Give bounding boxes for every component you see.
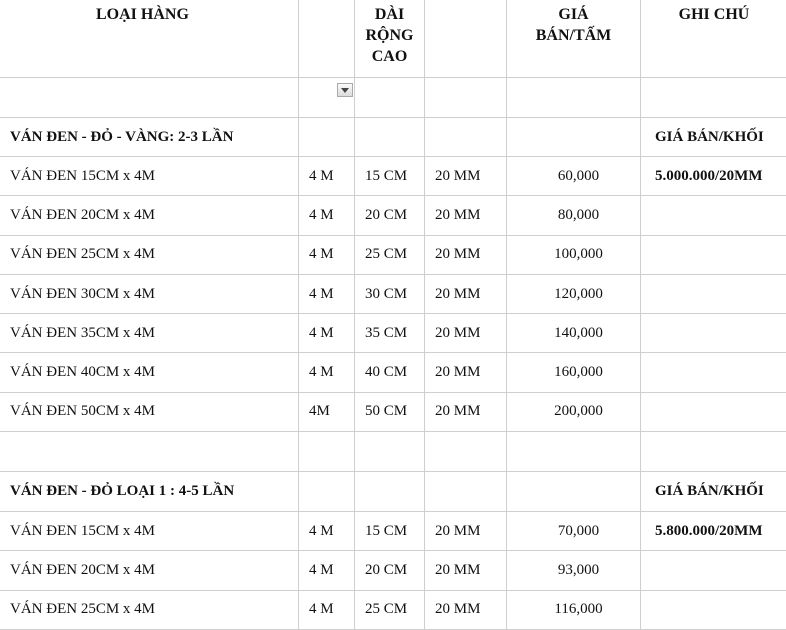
width-cell: 40 CM (355, 353, 425, 392)
empty-cell (507, 118, 641, 157)
price-cell: 80,000 (507, 196, 641, 235)
product-name: VÁN ĐEN 30CM x 4M (0, 274, 299, 313)
table-row (0, 157, 786, 196)
width-cell: 25 CM (355, 590, 425, 629)
product-name: VÁN ĐEN 20CM x 4M (0, 551, 299, 590)
price-cell: 70,000 (507, 512, 641, 551)
product-name: VÁN ĐEN 15CM x 4M (0, 157, 299, 196)
product-name: VÁN ĐEN 25CM x 4M (0, 235, 299, 274)
empty-cell (425, 432, 507, 472)
empty-cell (425, 78, 507, 118)
note-cell (641, 353, 786, 392)
empty-cell (299, 118, 355, 157)
note-cell (641, 551, 786, 590)
empty-cell (507, 432, 641, 472)
thickness-cell: 20 MM (425, 551, 507, 590)
length-cell: 4 M (299, 551, 355, 590)
thickness-cell: 20 MM (425, 392, 507, 431)
table-row (0, 196, 786, 235)
table-row (0, 353, 786, 392)
length-cell: 4 M (299, 196, 355, 235)
note-cell (641, 196, 786, 235)
table-row (0, 551, 786, 590)
table-row (0, 314, 786, 353)
section-title: VÁN ĐEN - ĐỎ LOẠI 1 : 4-5 LẦN (0, 472, 299, 512)
length-cell: 4 M (299, 314, 355, 353)
empty-cell (299, 472, 355, 512)
thickness-cell: 20 MM (425, 274, 507, 313)
thickness-cell: 20 MM (425, 235, 507, 274)
header-product: LOẠI HÀNG (0, 0, 299, 78)
thickness-cell: 20 MM (425, 353, 507, 392)
header-price-line1: GIÁ (507, 4, 640, 25)
empty-cell (641, 432, 786, 472)
header-dim-height: CAO (355, 46, 424, 67)
filter-cell (299, 78, 355, 118)
width-cell: 25 CM (355, 235, 425, 274)
empty-cell (355, 78, 425, 118)
product-name: VÁN ĐEN 15CM x 4M (0, 512, 299, 551)
thickness-cell: 20 MM (425, 314, 507, 353)
empty-cell (355, 432, 425, 472)
table-row (0, 392, 786, 431)
header-note: GHI CHÚ (641, 0, 786, 78)
width-cell: 20 CM (355, 551, 425, 590)
header-dims (355, 0, 425, 78)
table-row (0, 590, 786, 629)
note-cell (641, 274, 786, 313)
thickness-cell: 20 MM (425, 196, 507, 235)
note-cell (641, 590, 786, 629)
width-cell: 35 CM (355, 314, 425, 353)
empty-cell (355, 118, 425, 157)
product-name: VÁN ĐEN 25CM x 4M (0, 590, 299, 629)
header-row (0, 0, 786, 78)
empty-cell (507, 472, 641, 512)
product-name: VÁN ĐEN 50CM x 4M (0, 392, 299, 431)
length-cell: 4 M (299, 274, 355, 313)
section-title: VÁN ĐEN - ĐỎ - VÀNG: 2-3 LẦN (0, 118, 299, 157)
thickness-cell: 20 MM (425, 512, 507, 551)
header-blank (299, 0, 355, 78)
product-name: VÁN ĐEN 40CM x 4M (0, 353, 299, 392)
note-cell (641, 314, 786, 353)
price-cell: 116,000 (507, 590, 641, 629)
empty-cell (355, 472, 425, 512)
empty-cell (0, 78, 299, 118)
empty-cell (0, 432, 299, 472)
section-note-label: GIÁ BÁN/KHỐI (641, 472, 786, 512)
price-cell: 100,000 (507, 235, 641, 274)
header-blank-2 (425, 0, 507, 78)
empty-cell (641, 78, 786, 118)
empty-cell (425, 118, 507, 157)
price-cell: 160,000 (507, 353, 641, 392)
width-cell: 50 CM (355, 392, 425, 431)
width-cell: 15 CM (355, 512, 425, 551)
price-cell: 140,000 (507, 314, 641, 353)
empty-cell (299, 432, 355, 472)
width-cell: 15 CM (355, 157, 425, 196)
section-note-label: GIÁ BÁN/KHỐI (641, 118, 786, 157)
spacer-row (0, 432, 786, 472)
note-cell: 5.800.000/20MM (641, 512, 786, 551)
product-name: VÁN ĐEN 20CM x 4M (0, 196, 299, 235)
length-cell: 4 M (299, 353, 355, 392)
header-price (507, 0, 641, 78)
length-cell: 4 M (299, 157, 355, 196)
width-cell: 30 CM (355, 274, 425, 313)
length-cell: 4 M (299, 512, 355, 551)
table-row (0, 235, 786, 274)
product-name: VÁN ĐEN 35CM x 4M (0, 314, 299, 353)
thickness-cell: 20 MM (425, 590, 507, 629)
section-header-row (0, 118, 786, 157)
thickness-cell: 20 MM (425, 157, 507, 196)
table-row (0, 274, 786, 313)
note-cell (641, 235, 786, 274)
price-cell: 120,000 (507, 274, 641, 313)
width-cell: 20 CM (355, 196, 425, 235)
length-cell: 4 M (299, 590, 355, 629)
price-cell: 93,000 (507, 551, 641, 590)
empty-cell (425, 472, 507, 512)
dropdown-arrow-icon[interactable] (337, 83, 353, 97)
header-dim-length: DÀI (355, 4, 424, 25)
price-cell: 200,000 (507, 392, 641, 431)
header-price-line2: BÁN/TẤM (507, 25, 640, 46)
length-cell: 4 M (299, 235, 355, 274)
length-cell: 4M (299, 392, 355, 431)
price-cell: 60,000 (507, 157, 641, 196)
section-header-row (0, 472, 786, 512)
filter-row (0, 78, 786, 118)
note-cell (641, 392, 786, 431)
empty-cell (507, 78, 641, 118)
note-cell: 5.000.000/20MM (641, 157, 786, 196)
table-row (0, 512, 786, 551)
header-dim-width: RỘNG (355, 25, 424, 46)
